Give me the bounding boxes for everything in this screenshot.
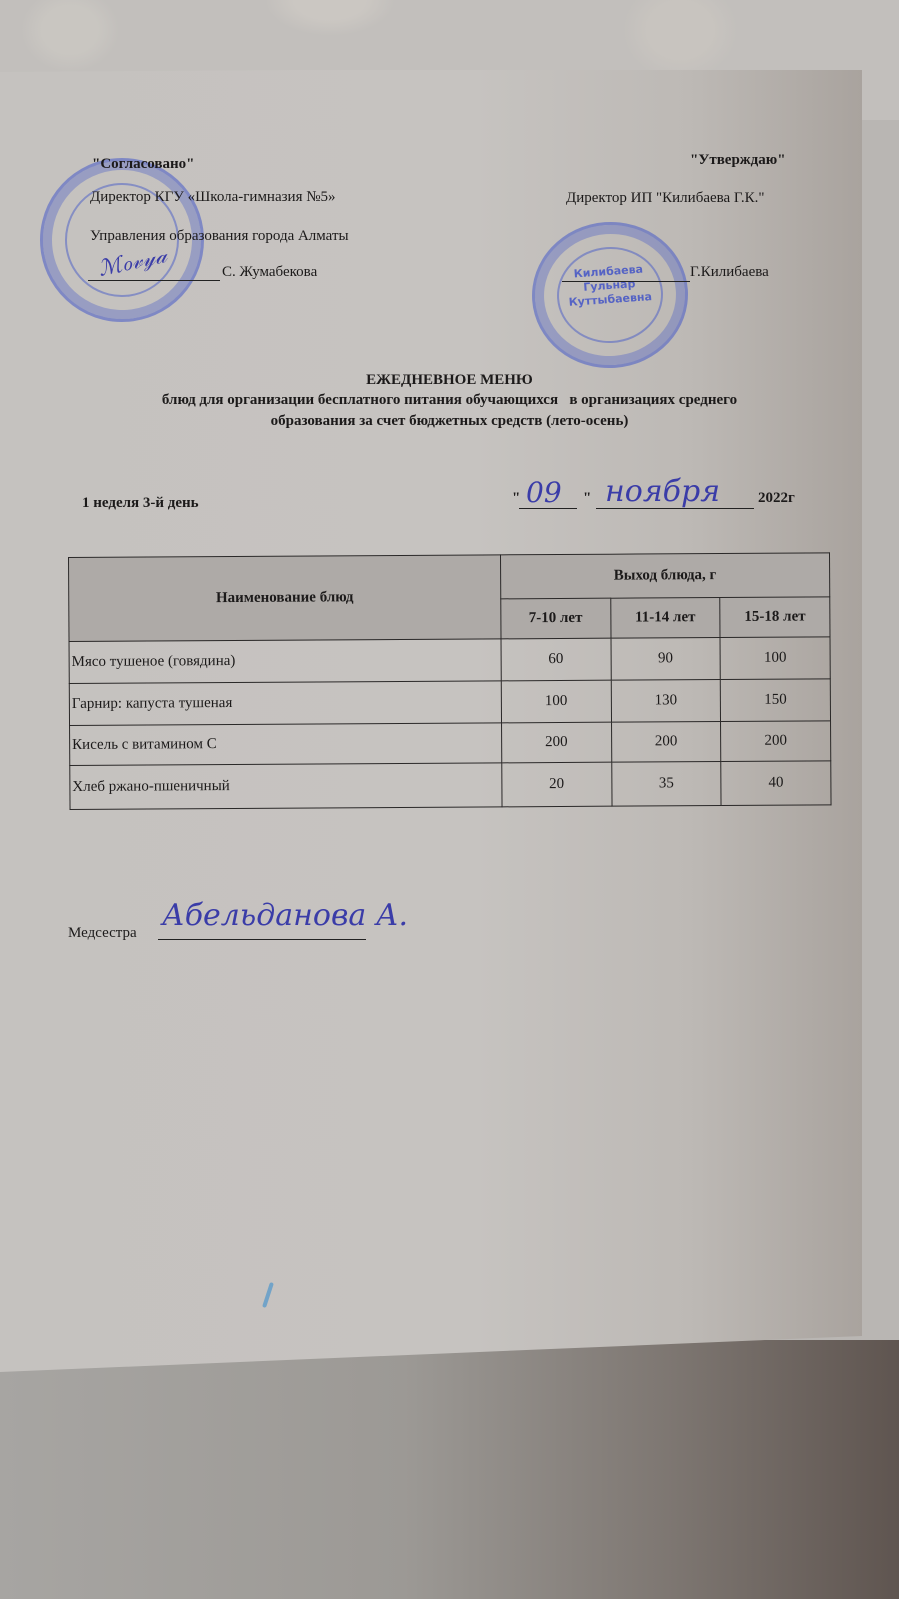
menu-table (68, 552, 832, 810)
document-subtitle-line2: образования за счет бюджетных средств (лето-осень) (270, 413, 629, 429)
stamp-text-line1: Килибаева (573, 262, 644, 281)
approval-right-signer: Г.Килибаева (690, 264, 769, 280)
date-quote-close: " (583, 490, 592, 506)
stamp-text-line2: Гульнар (582, 277, 636, 294)
date-year: 2022г (758, 490, 795, 506)
nurse-label: Медсестра (68, 925, 137, 941)
portion-7-10: 200 (501, 722, 611, 763)
portion-7-10: 20 (502, 762, 612, 807)
stamp-text-line3: Куттыбаевна (568, 290, 653, 309)
portion-11-14: 35 (611, 762, 721, 807)
table-row (69, 637, 830, 684)
approval-left-heading: "Согласовано" (92, 156, 195, 172)
approval-left-line2: Управления образования города Алматы (90, 228, 349, 244)
approval-right-line1: Директор ИП "Килибаева Г.К." (566, 190, 765, 206)
portion-15-18: 100 (720, 637, 830, 680)
portion-15-18: 40 (721, 761, 831, 806)
week-day-label: 1 неделя 3-й день (82, 495, 199, 511)
table-surface-background (0, 1340, 899, 1599)
date-month-handwritten: ноября (605, 474, 721, 509)
table-row (70, 761, 831, 810)
column-header-portion-yield: Выход блюда, г (500, 553, 829, 599)
column-header-dish-name: Наименование блюд (69, 555, 501, 642)
table-row (69, 679, 830, 726)
document-title: ЕЖЕДНЕВНОЕ МЕНЮ (366, 372, 533, 388)
date-quote-open: " (512, 490, 521, 506)
approval-right-heading: "Утверждаю" (690, 152, 786, 168)
portion-15-18: 200 (721, 721, 831, 762)
column-header-age-15-18: 15-18 лет (720, 597, 830, 638)
date-day-handwritten: 09 (526, 476, 562, 509)
portion-11-14: 90 (611, 638, 721, 681)
nurse-signature-line (158, 939, 366, 940)
portion-7-10: 60 (501, 638, 611, 681)
document-subtitle-line1: блюд для организации бесплатного питания обучающихся в организациях среднего (161, 392, 738, 408)
nurse-signature: Абельданова А. (162, 898, 409, 933)
approval-left-line1: Директор КГУ «Школа-гимназия №5» (90, 189, 336, 205)
portion-11-14: 130 (611, 680, 721, 723)
dish-name: Хлеб ржано-пшеничный (70, 763, 502, 810)
portion-7-10: 100 (501, 680, 611, 723)
table-row (70, 721, 831, 766)
portion-11-14: 200 (611, 722, 721, 763)
dish-name: Гарнир: капуста тушеная (69, 681, 501, 726)
approval-left-signer: С. Жумабекова (222, 264, 318, 280)
approval-right-signature-line (562, 281, 690, 282)
column-header-age-7-10: 7-10 лет (501, 598, 611, 639)
column-header-age-11-14: 11-14 лет (610, 598, 720, 639)
dish-name: Мясо тушеное (говядина) (69, 639, 501, 684)
dish-name: Кисель с витамином С (70, 723, 502, 766)
portion-15-18: 150 (721, 679, 831, 722)
approval-left-signature: ℳℴ𝓋𝓎𝒶 (96, 243, 170, 282)
